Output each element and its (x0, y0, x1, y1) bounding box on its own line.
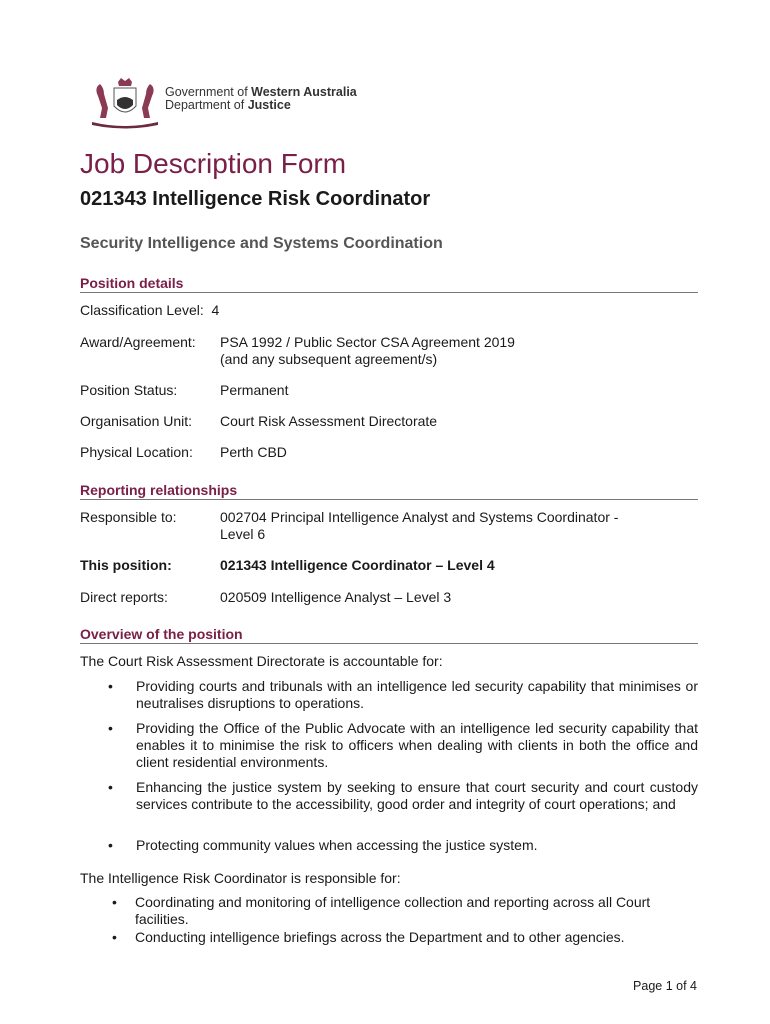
classification-row: Classification Level: 4 (80, 302, 220, 318)
list-item: Providing courts and tribunals with an intelligence led security capability that minimises or neutralises disruptions to operations. (136, 678, 698, 711)
award-label: Award/Agreement: (80, 334, 196, 350)
location-value: Perth CBD (220, 444, 287, 460)
page-number: Page 1 of 4 (633, 979, 697, 993)
responsibilities-intro: The Intelligence Risk Coordinator is responsible for: (80, 870, 401, 886)
section-heading-reporting: Reporting relationships (80, 482, 698, 500)
department-name: Department of Justice (165, 98, 291, 112)
this-position-label: This position: (80, 557, 172, 573)
bullet-icon: • (108, 720, 113, 736)
unit-value: Court Risk Assessment Directorate (220, 413, 438, 429)
list-item: Protecting community values when accessing the justice system. (136, 837, 538, 853)
form-title: Job Description Form (80, 148, 347, 179)
responsible-label: Responsible to: (80, 509, 177, 525)
division-heading: Security Intelligence and Systems Coordination (80, 235, 443, 252)
award-value: PSA 1992 / Public Sector CSA Agreement 2019 (and any subsequent agreement/s) (220, 334, 515, 367)
list-item: Conducting intelligence briefings across the Department and to other agencies. (135, 929, 625, 945)
status-value: Permanent (220, 382, 289, 398)
this-position-value: 021343 Intelligence Coordinator – Level 4 (220, 557, 495, 573)
unit-label: Organisation Unit: (80, 413, 193, 429)
direct-reports-label: Direct reports: (80, 589, 168, 605)
list-item: Providing the Office of the Public Advocate with an intelligence led security capability that enables it to minimise the risk to officers when dealing with clients in both the office and client residential environments. (136, 720, 698, 770)
section-heading-overview: Overview of the position (80, 626, 698, 644)
bullet-icon: • (112, 929, 117, 945)
bullet-icon: • (112, 894, 117, 910)
wa-coat-of-arms-icon (90, 78, 160, 130)
direct-reports-value: 020509 Intelligence Analyst – Level 3 (220, 589, 452, 605)
status-label: Position Status: (80, 382, 178, 398)
government-name: Government of Western Australia (165, 85, 357, 99)
section-heading-position-details: Position details (80, 275, 698, 293)
list-item: Enhancing the justice system by seeking to ensure that court security and court custody services contribute to the accessibility, good order and integrity of court operations; and (136, 779, 698, 812)
location-label: Physical Location: (80, 444, 193, 460)
responsible-value: 002704 Principal Intelligence Analyst and Systems Coordinator - Level 6 (220, 509, 619, 542)
bullet-icon: • (108, 678, 113, 694)
bullet-icon: • (108, 779, 113, 795)
overview-intro: The Court Risk Assessment Directorate is accountable for: (80, 653, 443, 669)
bullet-icon: • (108, 837, 113, 853)
list-item: Coordinating and monitoring of intelligence collection and reporting across all Court facilities. (135, 894, 651, 927)
position-title: 021343 Intelligence Risk Coordinator (80, 188, 431, 210)
